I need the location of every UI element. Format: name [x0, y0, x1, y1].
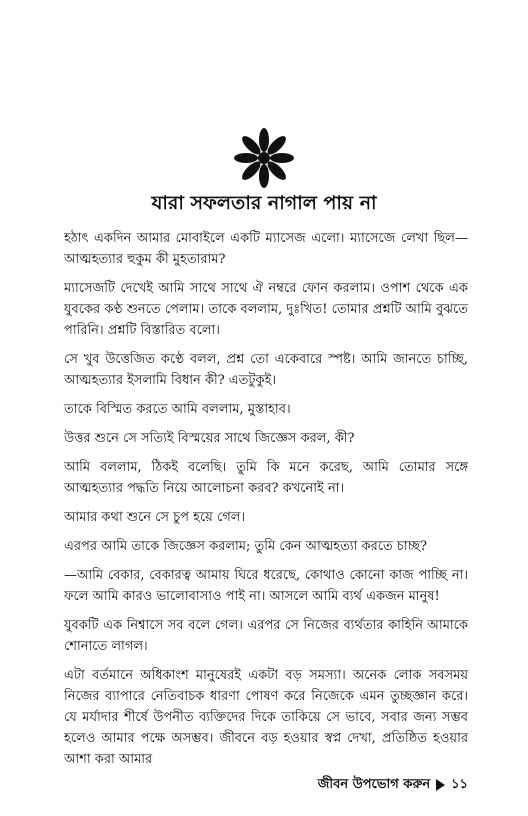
page-number: ১১ [451, 776, 468, 792]
footer-book-title: জীবন উপভোগ করুন [317, 776, 431, 792]
paragraph: হঠাৎ একদিন আমার মোবাইলে একটি ম্যাসেজ এলো। ম্যাসেজে লেখা ছিল—আত্মহত্যার হুকুম কী মুহতারাম? [64, 231, 468, 267]
paragraph: —আমি বেকার, বেকারত্ব আমায় ঘিরে ধরেছে, কোথাও কোনো কাজ পাচ্ছি না। ফলে আমি কারও ভালোবাসাও পাই না। আসলে আমি ব্যর্থ একজন মানুষ! [64, 568, 468, 604]
paragraph: এটা বর্তমানে অধিকাংশ মানুষেরই একটা বড় সমস্যা। অনেক লোক সবসময় নিজের ব্যাপারে নেতিবাচক ধারণা পোষণ করে নিজেকে এমন তুচ্ছজ্ঞান করে। যে মর্যাদার শীর্ষে উপনীত ব্যক্তিদের দিকে তাকিয়ে সে ভাবে, সবার জন্য সম্ভব হলেও আমার পক্ষে অসম্ভব। জীবনে বড় হওয়ার স্বপ্ন দেখা, প্রতিষ্ঠিত হওয়ার আশা করা আমার [64, 668, 468, 767]
flower-ornament-icon [232, 126, 296, 190]
paragraph: সে খুব উত্তেজিত কণ্ঠে বলল, প্রশ্ন তো একেবারে স্পষ্ট। আমি জানতে চাচ্ছি, আত্মহত্যার ইসলামি বিধান কী? এতটুকুই। [64, 352, 468, 388]
paragraph: তাকে বিস্মিত করতে আমি বললাম, মুস্তাহাব। [64, 402, 291, 417]
paragraph: এরপর আমি তাকে জিজ্ঞেস করলাম; তুমি কেন আত্মহত্যা করতে চাচ্ছ? [64, 539, 427, 554]
page-footer [64, 774, 468, 796]
triangle-right-icon [436, 779, 445, 791]
paragraph: আমার কথা শুনে সে চুপ হয়ে গেল। [64, 510, 246, 525]
paragraph: যুবকটি এক নিশ্বাসে সব বলে গেল। এরপর সে নিজের ব্যর্থতার কাহিনি আমাকে শোনাতে লাগল। [64, 618, 468, 654]
chapter-body [64, 228, 468, 778]
paragraph: ম্যাসেজটি দেখেই আমি সাথে সাথে ঐ নম্বরে ফোন করলাম। ওপাশ থেকে এক যুবকের কণ্ঠ শুনতে পেলাম। তাকে বললাম, দুঃখিত! তোমার প্রশ্নটি আমি বুঝতে পারিনি। প্রশ্নটি বিস্তারিত বলো। [64, 281, 468, 338]
paragraph: উত্তর শুনে সে সত্যিই বিস্ময়ের সাথে জিজ্ঞেস করল, কী? [64, 431, 355, 446]
chapter-title: যারা সফলতার নাগাল পায় না [151, 192, 377, 214]
paragraph: আমি বললাম, ঠিকই বলেছি। তুমি কি মনে করেছ, আমি তোমার সঙ্গে আত্মহত্যার পদ্ধতি নিয়ে আলোচনা করব? কখনোই না। [64, 460, 468, 496]
